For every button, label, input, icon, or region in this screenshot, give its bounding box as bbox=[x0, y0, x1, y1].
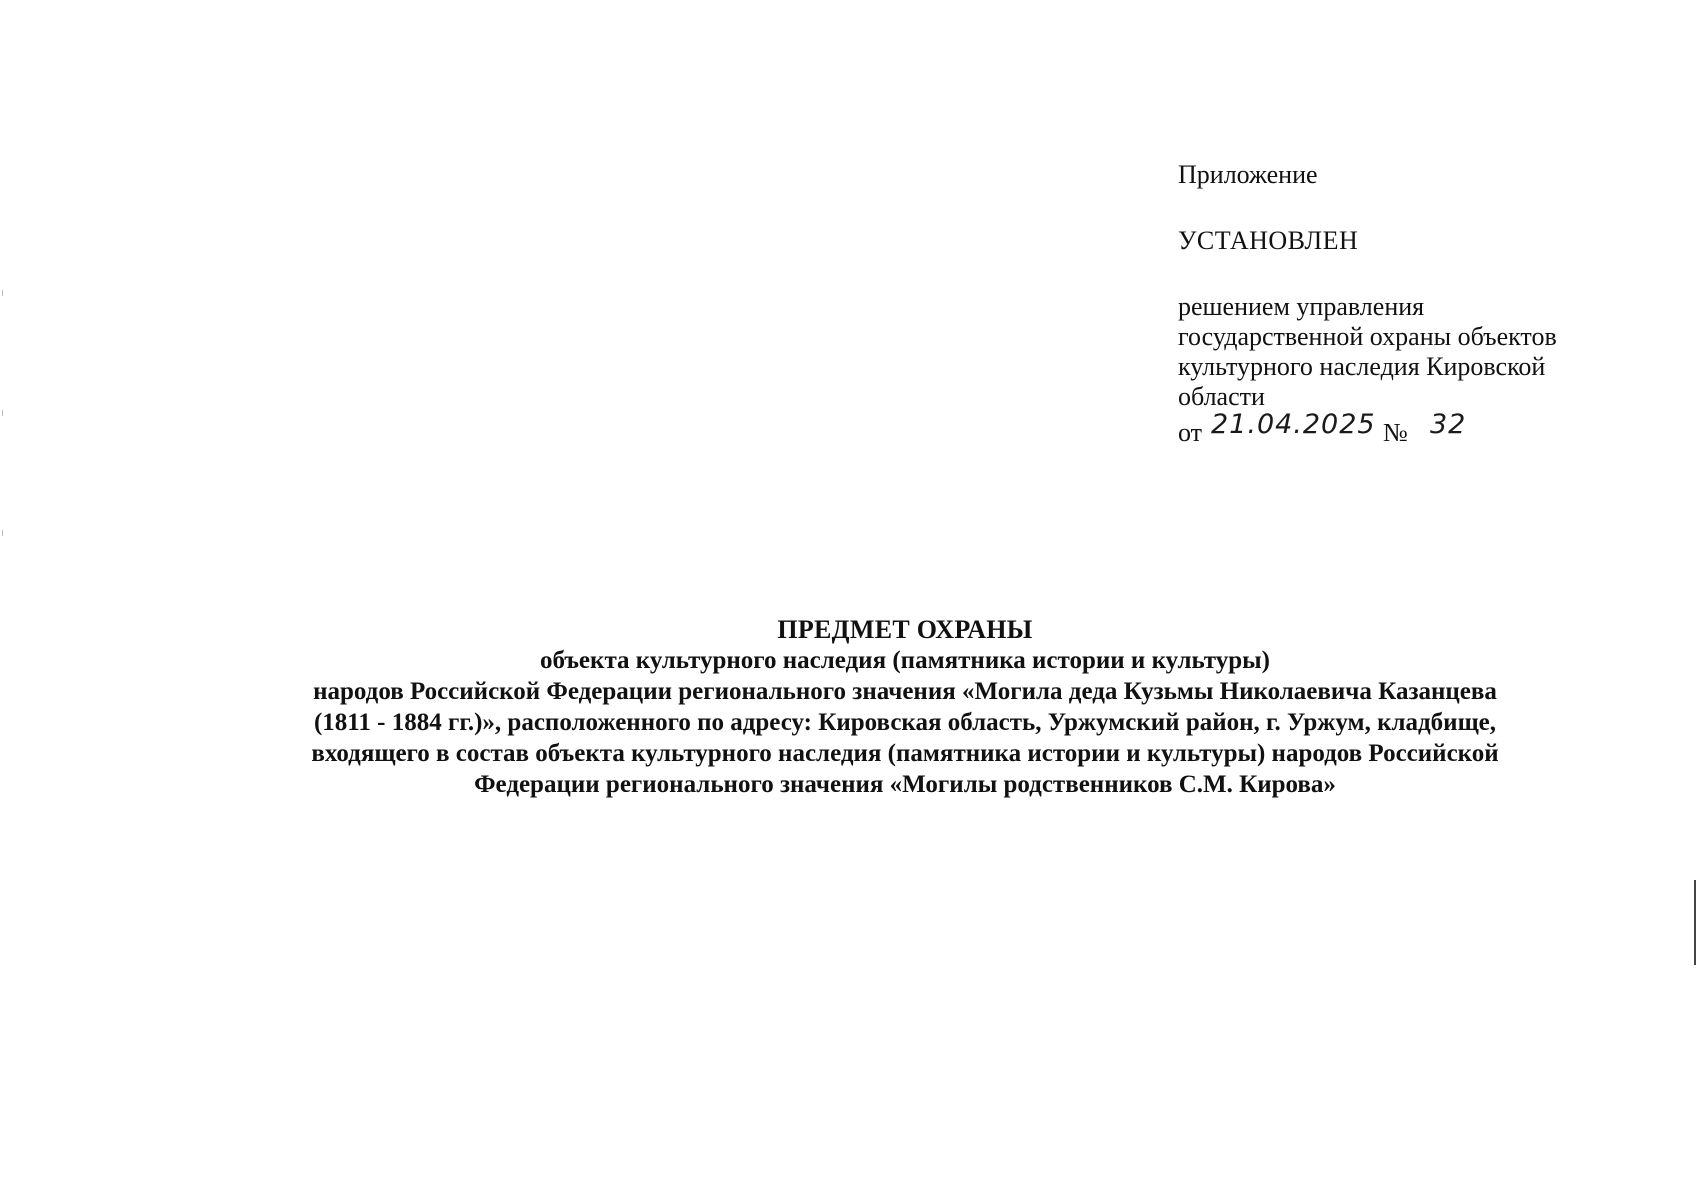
title-line: входящего в состав объекта культурного наследия (памятника истории и культуры) народов Российской bbox=[311, 740, 1499, 767]
scan-edge-mark bbox=[2, 290, 3, 296]
handwritten-date: 21.04.2025 bbox=[1211, 409, 1376, 440]
title-line: Федерации регионального значения «Могилы родственников С.М. Кирова» bbox=[474, 771, 1336, 798]
title-line: народов Российской Федерации регионального значения «Могила деда Кузьмы Николаевича Казанцева bbox=[313, 678, 1497, 705]
appendix-label: Приложение bbox=[1178, 160, 1318, 189]
document-heading: ПРЕДМЕТ ОХРАНЫ bbox=[777, 615, 1033, 644]
document-title-block bbox=[200, 614, 1610, 800]
handwritten-number: 32 bbox=[1430, 409, 1467, 440]
scan-edge-mark bbox=[1694, 880, 1696, 965]
approved-label: УСТАНОВЛЕН bbox=[1178, 226, 1359, 255]
decision-line: государственной охраны объектов bbox=[1178, 322, 1557, 351]
title-line: объекта культурного наследия (памятника истории и культуры) bbox=[539, 647, 1270, 674]
number-prefix: № bbox=[1383, 418, 1408, 447]
date-prefix: от bbox=[1178, 418, 1203, 447]
decision-text bbox=[1178, 292, 1618, 412]
decision-line: культурного наследия Кировской bbox=[1178, 352, 1546, 381]
approval-block bbox=[1178, 160, 1618, 448]
title-line: (1811 - 1884 гг.)», расположенного по адресу: Кировская область, Уржумский район, г. Уржум, кладбище, bbox=[313, 709, 1497, 736]
scan-edge-mark bbox=[2, 530, 3, 536]
decision-line: области bbox=[1178, 382, 1265, 411]
decision-line: решением управления bbox=[1178, 292, 1425, 321]
scan-edge-mark bbox=[2, 410, 3, 416]
date-number-line bbox=[1178, 409, 1618, 448]
